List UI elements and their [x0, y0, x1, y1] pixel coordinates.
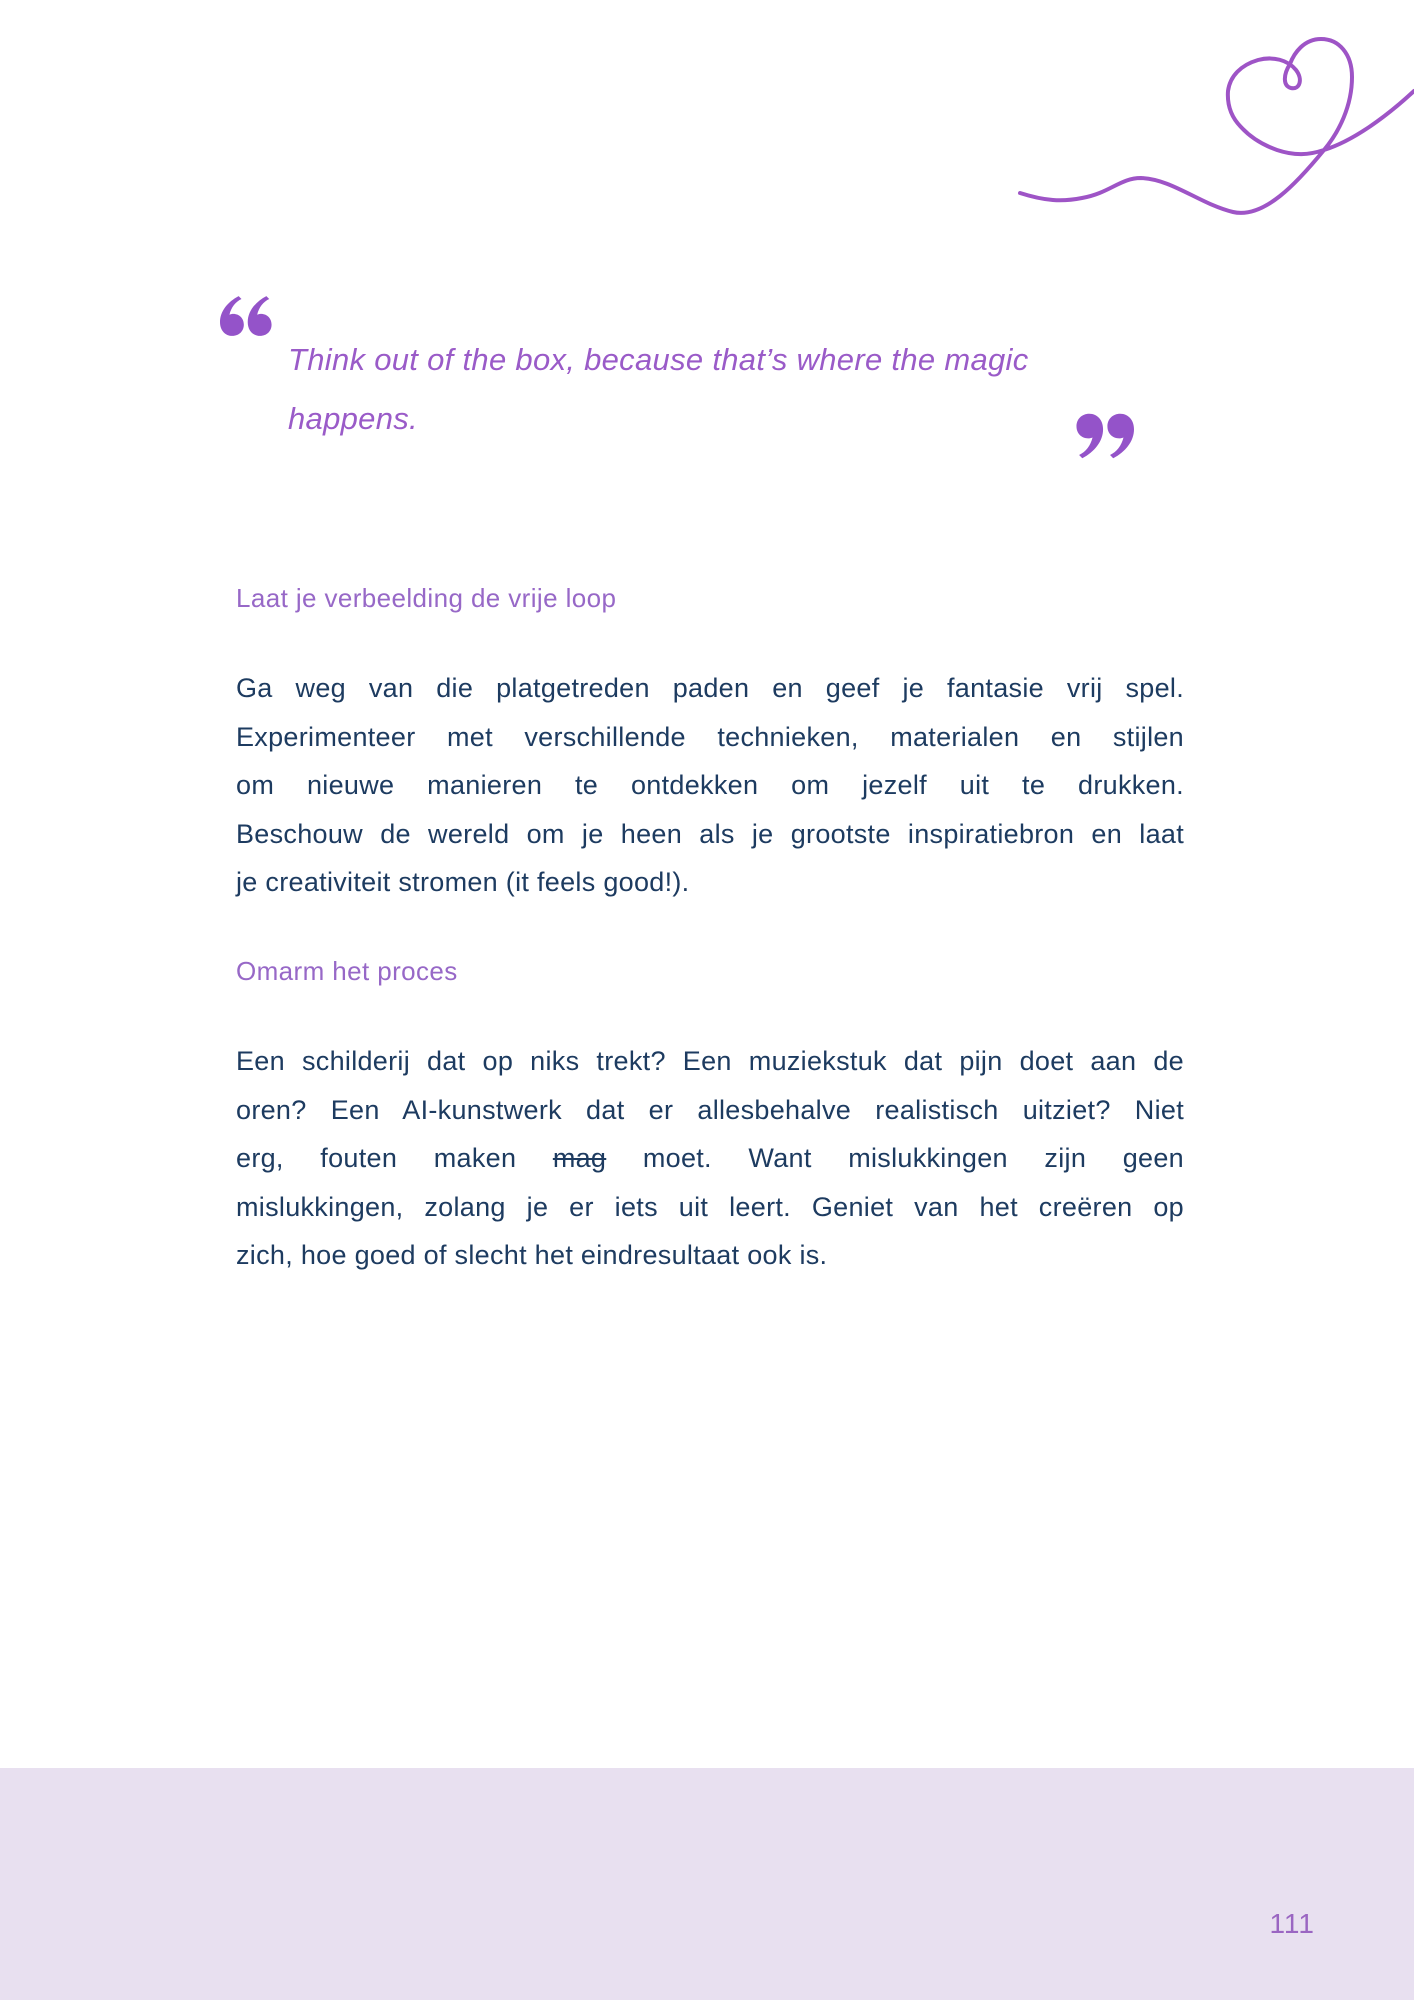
- paragraph-line: Een schilderij dat op niks trekt? Een muziekstuk dat pijn doet aan de: [236, 1045, 1184, 1076]
- content-sections: [236, 581, 1184, 1327]
- section-proces: [236, 954, 1184, 1280]
- close-quote-icon: [1076, 413, 1134, 459]
- footer-band: [0, 1768, 1414, 2000]
- paragraph: [236, 1037, 1184, 1280]
- open-quote-icon: [220, 292, 272, 340]
- heart-doodle-icon: [1000, 10, 1414, 220]
- page-number: 111: [1269, 1908, 1315, 1939]
- section-heading: Omarm het proces: [236, 955, 458, 986]
- section-verbeelding: [236, 581, 1184, 907]
- paragraph: [236, 664, 1184, 907]
- quote-line: Think out of the box, because that’s where the magic: [288, 342, 1029, 377]
- paragraph-line: mislukkingen, zolang je er iets uit leert. Geniet van het creëren op: [236, 1191, 1184, 1222]
- paragraph-line: je creativiteit stromen (it feels good!).: [236, 867, 690, 898]
- paragraph-line: erg, fouten maken mag moet. Want mislukkingen zijn geen: [236, 1143, 1184, 1174]
- paragraph-line: Experimenteer met verschillende technieken, materialen en stijlen: [236, 721, 1184, 752]
- paragraph-line: Beschouw de wereld om je heen als je grootste inspiratiebron en laat: [236, 818, 1184, 849]
- quote-line: happens.: [288, 401, 418, 436]
- section-heading: Laat je verbeelding de vrije loop: [236, 583, 617, 613]
- paragraph-line: zich, hoe goed of slecht het eindresultaat ook is.: [236, 1240, 828, 1271]
- paragraph-line: oren? Een AI-kunstwerk dat er allesbehalve realistisch uitziet? Niet: [236, 1094, 1184, 1125]
- strikethrough-word: mag: [552, 1143, 607, 1174]
- paragraph-line: om nieuwe manieren te ontdekken om jezelf uit te drukken.: [236, 770, 1184, 801]
- quote-text: [288, 330, 1188, 448]
- paragraph-line: Ga weg van die platgetreden paden en geef je fantasie vrij spel.: [236, 673, 1184, 703]
